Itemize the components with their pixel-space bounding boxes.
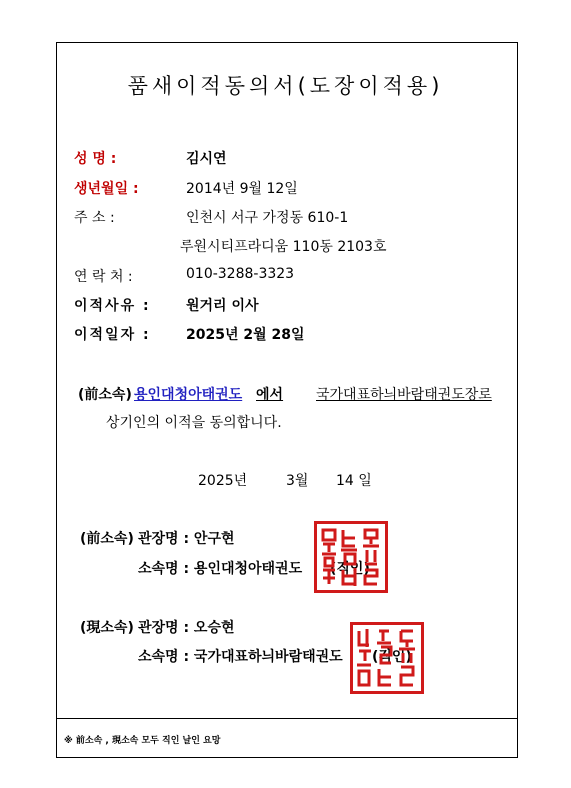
transfer-prev-tag: (前소속) [78, 387, 132, 403]
current-seal-note: (직인) [372, 649, 412, 665]
birth-label: 생년월일 : [74, 181, 139, 197]
sign-month: 3월 [286, 473, 309, 489]
date-label: 이적일자 : [74, 327, 151, 343]
name-value: 김시연 [186, 151, 227, 167]
document-title: 품새이적동의서(도장이적용) [127, 74, 444, 98]
address-line2: 루원시티프라디움 110동 2103호 [180, 239, 387, 255]
prev-seal-stamp [314, 521, 388, 593]
contact-label: 연 락 처 : [74, 269, 133, 285]
current-sign-tag: (現소속) [80, 620, 134, 636]
name-label: 성 명 : [74, 151, 117, 167]
footer-note: ※ 前소속 , 現소속 모두 직인 날인 요망 [64, 736, 221, 746]
address-label: 주 소 : [74, 210, 115, 226]
agree-text: 상기인의 이적을 동의합니다. [106, 415, 282, 431]
current-seal-stamp [350, 622, 424, 694]
contact-value: 010-3288-3323 [186, 266, 295, 282]
sign-day: 14 일 [336, 473, 372, 489]
birth-value: 2014년 9월 12일 [186, 181, 298, 197]
date-value: 2025년 2월 28일 [186, 327, 305, 343]
transfer-from-word: 에서 [256, 387, 284, 403]
prev-sign-tag: (前소속) [80, 531, 134, 547]
current-org-label: 소속명 : 국가대표하늬바람태권도 [138, 649, 343, 665]
transfer-new-org: 국가대표하늬바람태권도장로 [316, 387, 492, 403]
transfer-prev-org: 용인대청아태권도 [134, 387, 243, 403]
prev-head-label: 관장명 : 안구현 [138, 531, 235, 547]
prev-seal-note: (직인) [330, 561, 370, 577]
footer-divider [56, 718, 518, 719]
reason-value: 원거리 이사 [186, 298, 259, 314]
sign-year: 2025년 [198, 473, 248, 489]
address-line1: 인천시 서구 가정동 610-1 [186, 210, 349, 226]
reason-label: 이적사유 : [74, 298, 151, 314]
prev-org-label: 소속명 : 용인대청아태권도 [138, 561, 303, 577]
current-head-label: 관장명 : 오승현 [138, 620, 235, 636]
